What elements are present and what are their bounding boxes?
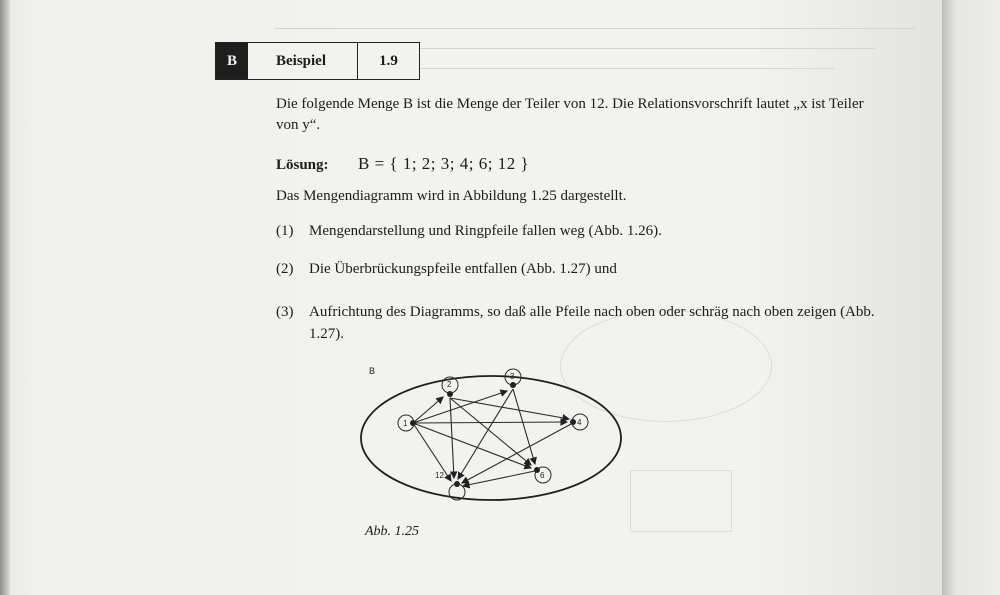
intro-line-2: von y“.: [276, 117, 321, 133]
loop-arrows: [398, 369, 588, 500]
bleed-through-box: [630, 470, 732, 532]
book-spine-shadow: [0, 0, 10, 595]
arrow-2-4: [450, 398, 569, 419]
node-label-6: 6: [540, 471, 545, 480]
intro-line-1: Die folgende Menge B ist die Menge der Teiler von 12. Die Relationsvorschrift lautet „x ist Teiler: [276, 96, 864, 112]
arrow-4-12: [462, 423, 573, 483]
diagram-sentence: Das Mengendiagramm wird in Abbildung 1.25 dargestellt.: [276, 188, 627, 204]
node-2: [447, 391, 453, 397]
figure-caption: Abb. 1.25: [365, 524, 420, 539]
node-label-1: 1: [403, 419, 408, 428]
example-number: 1.9: [379, 52, 398, 69]
step-1-number: (1): [276, 223, 294, 239]
page-gutter: [942, 0, 1000, 595]
arrow-3-12: [458, 389, 513, 479]
step-3-number: (3): [276, 304, 294, 320]
solution-set: B = { 1; 2; 3; 4; 6; 12 }: [358, 154, 530, 173]
step-2-number: (2): [276, 261, 294, 277]
node-label-2: 2: [447, 380, 452, 389]
step-2-text: Die Überbrückungspfeile entfallen (Abb. 1.27) und: [309, 261, 617, 277]
node-label-4: 4: [577, 418, 582, 427]
step-3-text-cont: 1.27).: [309, 326, 344, 342]
example-header: [215, 42, 420, 80]
node-4: [570, 419, 576, 425]
set-label: B: [369, 366, 376, 376]
arrow-1-12: [413, 423, 451, 481]
node-label-3: 3: [510, 372, 515, 381]
arrow-6-12: [463, 471, 535, 486]
relation-diagram: [355, 360, 627, 508]
set-ellipse: [361, 376, 621, 500]
example-word: Beispiel: [248, 43, 358, 79]
arrow-1-2: [413, 397, 443, 423]
solution-label: Lösung:: [276, 157, 329, 173]
arrow-1-6: [413, 423, 531, 468]
step-3-text: Aufrichtung des Diagramms, so daß alle Pfeile nach oben oder schräg nach oben zeigen (Abb.: [309, 304, 875, 320]
step-1-text: Mengendarstellung und Ringpfeile fallen weg (Abb. 1.26).: [309, 223, 662, 239]
node-1: [410, 420, 416, 426]
arrow-1-4: [413, 422, 567, 423]
arrow-1-3: [413, 391, 507, 423]
node-label-12: 12: [435, 471, 444, 480]
example-letter: B: [216, 43, 248, 79]
